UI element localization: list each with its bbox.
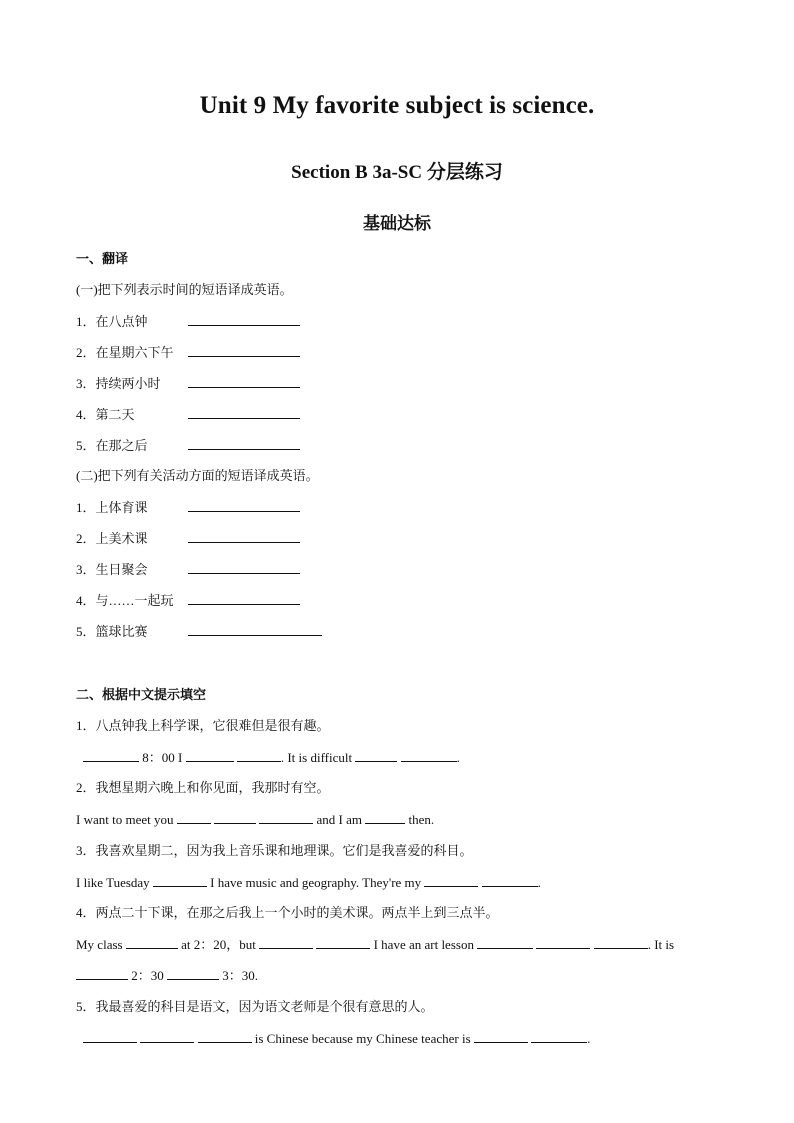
answer-blank[interactable] xyxy=(424,873,478,887)
text-segment: I have music and geography. They're my xyxy=(210,875,422,890)
answer-blank[interactable] xyxy=(140,1029,194,1043)
answer-blank[interactable] xyxy=(153,873,207,887)
part1-heading: 一、翻译 xyxy=(76,251,129,266)
answer-blank[interactable] xyxy=(401,748,457,762)
part1-item xyxy=(76,529,300,548)
text-segment: 8：00 I xyxy=(142,750,183,765)
answer-blank[interactable] xyxy=(188,436,300,450)
text-segment: I want to meet you xyxy=(76,812,174,827)
answer-blank[interactable] xyxy=(83,748,139,762)
part1-sub1: (一)把下列表示时间的短语译成英语。 xyxy=(76,282,293,297)
text-segment: 3：30. xyxy=(222,968,259,983)
part1-item xyxy=(76,343,300,362)
text-segment: . It is difficult xyxy=(280,750,353,765)
text-segment: . It is xyxy=(647,937,675,952)
answer-blank[interactable] xyxy=(188,498,300,512)
item-label: 1．在八点钟 xyxy=(76,314,148,329)
part1-item xyxy=(76,591,300,610)
answer-blank[interactable] xyxy=(83,1029,137,1043)
question-cn: 3．我喜欢星期二，因为我上音乐课和地理课。它们是我喜爱的科目。 xyxy=(76,843,473,858)
part1-item xyxy=(76,436,300,455)
answer-blank[interactable] xyxy=(259,810,313,824)
text-segment: . xyxy=(587,1031,591,1046)
answer-blank[interactable] xyxy=(594,935,648,949)
text-segment: I have an art lesson xyxy=(373,937,474,952)
answer-blank[interactable] xyxy=(188,374,300,388)
answer-blank[interactable] xyxy=(237,748,281,762)
item-label: 3．生日聚会 xyxy=(76,562,148,577)
item-label: 5．在那之后 xyxy=(76,438,148,453)
answer-blank[interactable] xyxy=(188,560,300,574)
part2-heading: 二、根据中文提示填空 xyxy=(76,687,207,702)
part1-item xyxy=(76,560,300,579)
text-segment: then. xyxy=(408,812,435,827)
item-label: 4．第二天 xyxy=(76,407,135,422)
question-cn: 5．我最喜爱的科目是语文，因为语文老师是个很有意思的人。 xyxy=(76,999,434,1014)
item-label: 5．篮球比赛 xyxy=(76,624,148,639)
page-title: Unit 9 My favorite subject is science. xyxy=(199,92,595,119)
part1-item xyxy=(76,405,300,424)
item-label: 2．上美术课 xyxy=(76,531,148,546)
part1-item xyxy=(76,312,300,331)
text-segment: 2：30 xyxy=(131,968,164,983)
question-en xyxy=(76,810,434,829)
item-label: 2．在星期六下午 xyxy=(76,345,174,360)
question-en xyxy=(76,873,541,892)
answer-blank[interactable] xyxy=(188,622,322,636)
answer-blank[interactable] xyxy=(126,935,178,949)
answer-blank[interactable] xyxy=(188,405,300,419)
text-segment: and I am xyxy=(316,812,362,827)
answer-blank[interactable] xyxy=(76,966,128,980)
answer-blank[interactable] xyxy=(259,935,313,949)
answer-blank[interactable] xyxy=(365,810,405,824)
item-label: 1．上体育课 xyxy=(76,500,148,515)
part1-item xyxy=(76,498,300,517)
question-en xyxy=(83,1029,590,1048)
text-segment: I like Tuesday xyxy=(76,875,150,890)
question-en xyxy=(76,966,258,985)
text-segment: . xyxy=(456,750,460,765)
question-en xyxy=(83,748,460,767)
question-en xyxy=(76,935,674,954)
level-heading: 基础达标 xyxy=(363,214,431,233)
answer-blank[interactable] xyxy=(167,966,219,980)
part1-item xyxy=(76,374,300,393)
text-segment: at 2：20，but xyxy=(181,937,256,952)
question-cn: 1．八点钟我上科学课，它很难但是很有趣。 xyxy=(76,718,330,733)
answer-blank[interactable] xyxy=(316,935,370,949)
question-cn: 4．两点二十下课，在那之后我上一个小时的美术课。两点半上到三点半。 xyxy=(76,905,499,920)
answer-blank[interactable] xyxy=(177,810,211,824)
part1-sub2: (二)把下列有关活动方面的短语译成英语。 xyxy=(76,468,319,483)
answer-blank[interactable] xyxy=(186,748,234,762)
answer-blank[interactable] xyxy=(536,935,590,949)
answer-blank[interactable] xyxy=(198,1029,252,1043)
answer-blank[interactable] xyxy=(188,591,300,605)
text-segment: My class xyxy=(76,937,123,952)
page-subtitle: Section B 3a-SC 分层练习 xyxy=(291,162,503,183)
answer-blank[interactable] xyxy=(214,810,256,824)
answer-blank[interactable] xyxy=(188,312,300,326)
text-segment: is Chinese because my Chinese teacher is xyxy=(254,1031,471,1046)
part1-item xyxy=(76,622,322,641)
text-segment: . xyxy=(537,875,541,890)
question-cn: 2．我想星期六晚上和你见面，我那时有空。 xyxy=(76,780,330,795)
answer-blank[interactable] xyxy=(531,1029,587,1043)
answer-blank[interactable] xyxy=(482,873,538,887)
item-label: 4．与……一起玩 xyxy=(76,593,174,608)
answer-blank[interactable] xyxy=(188,343,300,357)
answer-blank[interactable] xyxy=(477,935,533,949)
answer-blank[interactable] xyxy=(474,1029,528,1043)
answer-blank[interactable] xyxy=(188,529,300,543)
answer-blank[interactable] xyxy=(355,748,397,762)
item-label: 3．持续两小时 xyxy=(76,376,161,391)
